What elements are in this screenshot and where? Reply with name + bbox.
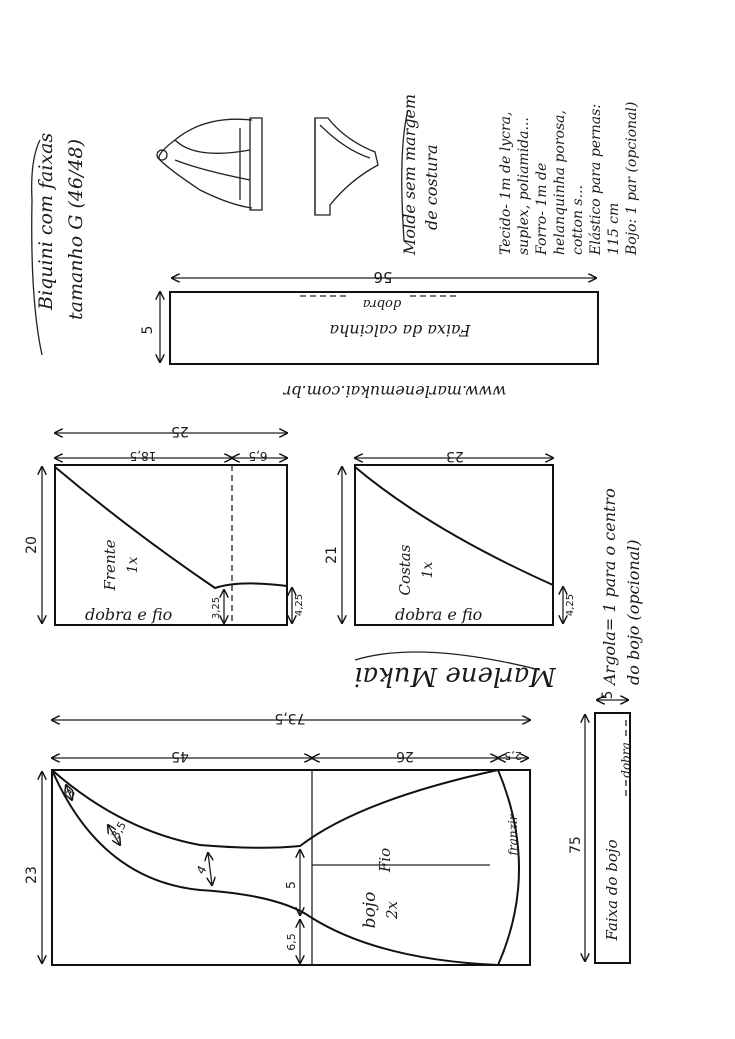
bojo-m3-label: 3: [63, 786, 79, 800]
frente-height-label: 20: [24, 536, 40, 554]
materials-list: [498, 102, 640, 256]
frente-left-width-label: 18,5: [129, 449, 157, 463]
costas-fold: dobra e fio: [395, 605, 483, 624]
costas-m1-label: 4,25: [565, 593, 576, 617]
materials-l2: suplex, poliamida...: [516, 117, 532, 255]
bojo-franzir: franzir: [506, 814, 520, 856]
bojo-total-width-label: 73,5: [274, 710, 306, 726]
faixa-calcinha-piece: [140, 268, 598, 364]
frente-total-width-label: 25: [171, 423, 189, 439]
materials-l4: helanquinha porosa,: [552, 110, 568, 255]
frente-right-width-label: 6,5: [248, 449, 268, 463]
frente-piece: [24, 423, 305, 625]
bikini-top-sketch: [157, 118, 262, 210]
bojo-w2-label: 26: [396, 748, 414, 764]
bikini-bottom-sketch: [315, 118, 378, 215]
costas-name: Costas: [396, 544, 414, 596]
bojo-m5-label: 5: [284, 881, 298, 889]
materials-l3: Forro- 1m de: [534, 162, 550, 255]
title-line2: tamanho G (46/48): [65, 138, 87, 320]
argola-line1: Argola= 1 para o centro: [600, 488, 619, 685]
bojo-height-label: 23: [24, 866, 40, 884]
materials-l6: Elástico para pernas:: [588, 103, 604, 255]
bojo-fio-label: Fio: [376, 847, 394, 873]
costas-outline: [355, 465, 553, 625]
bojo-piece: [24, 710, 530, 965]
frente-curve: [55, 467, 287, 588]
title-line1: Biquini com faixas: [35, 132, 57, 310]
bojo-right-curve: [498, 770, 519, 965]
materials-l1: Tecido- 1m de lycra,: [498, 111, 514, 255]
bojo-qty: 2x: [383, 900, 401, 920]
faixa-bojo-length-label: 75: [568, 836, 584, 854]
frente-qty: 1x: [125, 556, 141, 574]
frente-m1-label: 3,25: [211, 596, 222, 620]
faixa-calcinha-name: Faixa da calcinha: [329, 321, 471, 340]
costas-qty: 1x: [420, 561, 436, 579]
faixa-bojo-fold: dobra: [619, 742, 633, 778]
faixa-calcinha-fold: dobra: [362, 296, 402, 311]
bojo-w3-label: 2,5: [504, 749, 522, 762]
title-block: [35, 133, 87, 320]
frente-name: Frente: [101, 539, 119, 591]
website: www.marlenemukai.com.br: [283, 382, 507, 401]
materials-l7: 115 cm: [606, 202, 622, 255]
bojo-w1-label: 45: [171, 748, 189, 764]
faixa-calcinha-height-label: 5: [140, 325, 156, 335]
bojo-lower-curve: [52, 770, 498, 965]
faixa-bojo-piece: [568, 691, 633, 963]
argola-note: [600, 488, 643, 687]
argola-line2: do bojo (opcional): [624, 539, 643, 685]
faixa-bojo-name: Faixa do bojo: [603, 839, 621, 941]
bojo-m65-label: 6,5: [285, 933, 298, 951]
bojo-m4-label: 4: [193, 863, 210, 877]
mold-note-line1: Molde sem margem: [400, 93, 419, 255]
frente-outline: [55, 465, 287, 625]
faixa-bojo-width-label: 5: [600, 690, 616, 700]
frente-fold: dobra e fio: [85, 605, 173, 624]
materials-l5: cotton s...: [570, 185, 586, 255]
costas-curve: [355, 467, 553, 585]
signature: Marlene Mukai: [354, 661, 556, 691]
frente-m2-label: 4,25: [294, 593, 305, 617]
bojo-name: bojo: [360, 891, 380, 929]
faixa-calcinha-width-label: 56: [373, 268, 393, 286]
costas-height-label: 21: [324, 546, 340, 564]
materials-l8: Bojo: 1 par (opcional): [624, 101, 640, 255]
bojo-m35-label: 3,5: [108, 819, 129, 842]
costas-width-label: 23: [446, 448, 464, 464]
costas-piece: [324, 448, 576, 625]
mold-note-line2: de costura: [422, 144, 441, 230]
